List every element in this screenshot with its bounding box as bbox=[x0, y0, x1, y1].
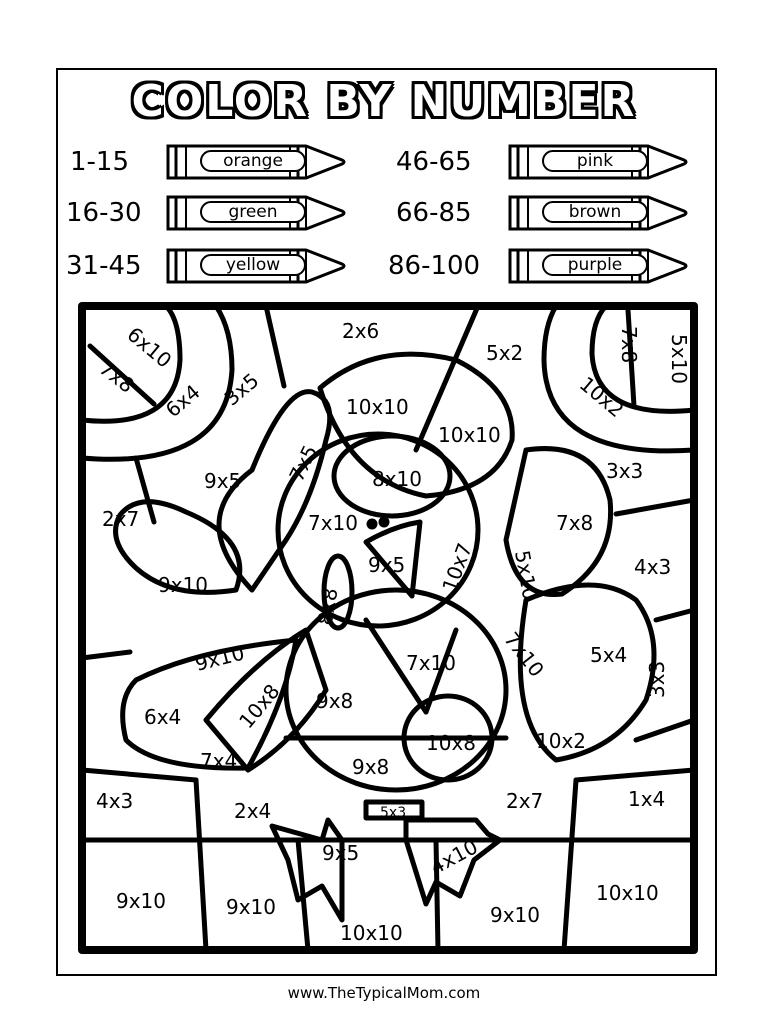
region-label: 10x10 bbox=[438, 423, 501, 447]
crayon-icon bbox=[164, 142, 352, 182]
page-title: COLOR BY NUMBER bbox=[131, 76, 637, 127]
region-label: 9x10 bbox=[192, 640, 247, 676]
key-range: 16-30 bbox=[66, 198, 142, 228]
region-label: 5x10 bbox=[510, 548, 543, 602]
crayon-label: green bbox=[200, 201, 306, 223]
region-label: 10x10 bbox=[346, 395, 409, 419]
region-label: 9x5 bbox=[322, 841, 360, 865]
region-label: 10x10 bbox=[596, 881, 659, 905]
key-range: 31-45 bbox=[66, 251, 142, 281]
region-label: 10x7 bbox=[437, 539, 477, 595]
region-label: 1x4 bbox=[628, 787, 666, 811]
crayon-icon bbox=[506, 246, 694, 286]
region-label: 7x8 bbox=[556, 511, 594, 535]
region-label: 9x10 bbox=[116, 889, 167, 913]
key-range: 1-15 bbox=[70, 147, 130, 177]
region-label: 5x4 bbox=[590, 643, 628, 667]
region-label: 2x7 bbox=[506, 789, 544, 813]
region-label: 9x10 bbox=[226, 895, 277, 919]
region-label: 6x4 bbox=[144, 705, 182, 729]
region-label: 8x8 bbox=[312, 586, 343, 627]
key-range: 86-100 bbox=[388, 251, 481, 281]
region-label: 3x5 bbox=[219, 368, 264, 411]
region-label: 6x10 bbox=[122, 322, 177, 373]
region-label: 9x8 bbox=[316, 689, 354, 713]
crayon-icon bbox=[164, 193, 352, 233]
crayon-icon bbox=[506, 142, 694, 182]
region-label: 10x8 bbox=[234, 679, 285, 734]
footer-url: www.TheTypicalMom.com bbox=[287, 984, 481, 1002]
region-label: 10x2 bbox=[536, 729, 587, 753]
turkey-outline-drawing bbox=[76, 300, 700, 956]
region-label: 7x10 bbox=[499, 627, 549, 682]
turkey-puzzle bbox=[76, 300, 700, 956]
region-label: 2x6 bbox=[342, 319, 380, 343]
crayon-icon bbox=[506, 193, 694, 233]
region-label: 7x10 bbox=[406, 651, 457, 675]
crayon-icon bbox=[164, 246, 352, 286]
region-label: 8x10 bbox=[372, 467, 423, 491]
region-label: 2x4 bbox=[234, 799, 272, 823]
region-label: 10x2 bbox=[574, 371, 629, 423]
crayon-label: purple bbox=[542, 254, 648, 276]
region-label: 6x4 bbox=[160, 379, 205, 423]
region-label: 9x5 bbox=[368, 553, 406, 577]
key-range: 66-85 bbox=[396, 198, 472, 228]
region-label: 4x3 bbox=[96, 789, 134, 813]
region-label: 10x8 bbox=[426, 731, 477, 755]
crayon-label: orange bbox=[200, 150, 306, 172]
region-label: 3x3 bbox=[645, 660, 669, 698]
region-label: 5x3 bbox=[380, 805, 407, 821]
region-label: 9x5 bbox=[204, 469, 242, 493]
region-label: 4x10 bbox=[426, 834, 482, 880]
region-label: 2x7 bbox=[102, 507, 140, 531]
crayon-label: yellow bbox=[200, 254, 306, 276]
region-label: 4x3 bbox=[634, 555, 672, 579]
region-label: 5x10 bbox=[667, 334, 691, 385]
region-label: 9x10 bbox=[158, 573, 209, 597]
region-label: 7x10 bbox=[308, 511, 359, 535]
region-label: 9x8 bbox=[352, 755, 390, 779]
key-range: 46-65 bbox=[396, 147, 472, 177]
crayon-label: brown bbox=[542, 201, 648, 223]
region-label: 7x8 bbox=[617, 326, 641, 364]
region-label: 10x10 bbox=[340, 921, 403, 945]
region-label: 9x10 bbox=[490, 903, 541, 927]
crayon-label: pink bbox=[542, 150, 648, 172]
region-label: 7x4 bbox=[200, 749, 238, 773]
region-label: 5x2 bbox=[486, 341, 524, 365]
region-label: 3x3 bbox=[606, 459, 644, 483]
region-label: 7x5 bbox=[284, 441, 323, 486]
region-label: 7x8 bbox=[94, 355, 139, 398]
